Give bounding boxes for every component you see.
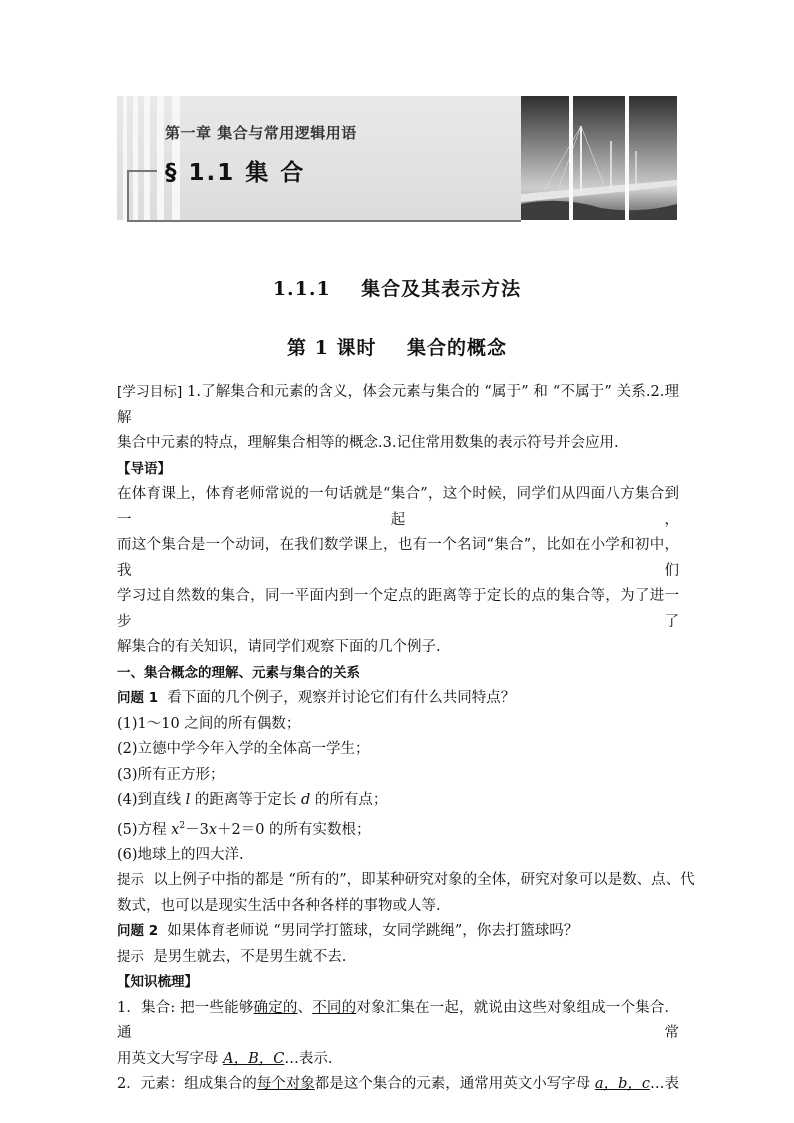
knowledge-label: 【知识梳理】 xyxy=(117,974,198,991)
hint-label: 提示 xyxy=(117,872,144,889)
item-text: …表示. xyxy=(284,1050,333,1067)
example-item: (2)立德中学今年入学的全体高一学生； xyxy=(117,741,370,757)
underlined-term: A，B，C xyxy=(223,1050,285,1067)
bridge-illustration xyxy=(521,96,677,220)
math-var: d xyxy=(301,792,311,808)
frame-line xyxy=(127,170,129,220)
photo-divider xyxy=(625,96,629,220)
hint-2 xyxy=(117,945,679,971)
goals-line xyxy=(117,380,679,431)
bridge-photo xyxy=(521,96,677,220)
subsection-title: 1.1.1 集合及其表示方法 xyxy=(272,278,522,300)
hint-text: 是男生就去，不是男生就不去. xyxy=(144,948,347,965)
math-var: l xyxy=(185,792,191,808)
item-text: 的距离等于定长 xyxy=(190,792,302,808)
hint-label: 提示 xyxy=(117,948,144,965)
intro-label: 【导语】 xyxy=(117,460,171,477)
item-text: (4)到直线 xyxy=(117,792,186,808)
underlined-term: 确定的 xyxy=(253,999,298,1016)
hint-text: 以上例子中指的都是 “所有的”，即某种研究对象的全体，研究对象可以是数、点、代 xyxy=(144,872,695,889)
math-var: x xyxy=(171,821,180,838)
underlined-term: 不同的 xyxy=(312,999,357,1016)
document-body xyxy=(117,380,695,1098)
lesson-title: 第 1 课时 集合的概念 xyxy=(287,337,507,359)
question-text: 如果体育老师说 “男同学打篮球，女同学跳绳”，你去打篮球吗？ xyxy=(158,923,579,940)
intro-line: 在体育课上，体育老师常说的一句话就是“集合”，这个时候，同学们从四面八方集合到一起， xyxy=(117,486,679,528)
chapter-title: 第一章 集合与常用逻辑用语 xyxy=(165,124,357,142)
item-text: 1．集合: 把一些能够 xyxy=(117,999,254,1016)
section-title: § 1.1 集 合 xyxy=(165,160,306,186)
question-text: 看下面的几个例子，观察并讨论它们有什么共同特点？ xyxy=(158,690,516,706)
example-item xyxy=(117,814,679,843)
item-text: 用英文大写字母 xyxy=(117,1050,224,1067)
math-exponent: 2 xyxy=(179,820,186,831)
question-1 xyxy=(117,686,679,712)
hint-line: 数式，也可以是现实生活中各种各样的事物或人等. xyxy=(117,897,441,914)
example-item xyxy=(117,788,679,814)
question-2 xyxy=(117,919,679,945)
frame-line xyxy=(127,170,157,172)
goals-text: 1.了解集合和元素的含义，体会元素与集合的 “属于” 和 “不属于” 关系.2.理解 xyxy=(117,384,679,426)
item-text: 对象汇集在一起，就说由这些对象组成一个集合．通常 xyxy=(117,999,680,1042)
item-text: 、 xyxy=(297,999,313,1016)
photo-divider xyxy=(569,96,573,220)
item-text: …表 xyxy=(649,1076,679,1093)
item-text: －3 xyxy=(185,821,209,838)
intro-line: 解集合的有关知识，请同学们观察下面的几个例子. xyxy=(117,639,441,655)
knowledge-item-2 xyxy=(117,1072,679,1098)
goals-line: 集合中元素的特点，理解集合相等的概念.3.记住常用数集的表示符号并会应用. xyxy=(117,435,619,451)
item-text: 的所有点； xyxy=(310,792,388,808)
goals-label: [学习目标] xyxy=(117,384,183,400)
intro-line: 学习过自然数的集合，同一平面内到一个定点的距离等于定长的点的集合等，为了进一步了 xyxy=(117,588,679,630)
item-text: 都是这个集合的元素，通常用英文小写字母 xyxy=(314,1076,595,1093)
hint-1 xyxy=(117,868,695,894)
question-label: 问题 1 xyxy=(117,690,159,706)
question-label: 问题 2 xyxy=(117,923,159,940)
item-text: ＋2＝0 的所有实数根； xyxy=(217,821,371,838)
knowledge-item-1 xyxy=(117,996,679,1047)
example-item: (3)所有正方形； xyxy=(117,766,225,783)
knowledge-item-1-cont xyxy=(117,1047,679,1073)
item-text: 2．元素：组成集合的 xyxy=(117,1076,257,1093)
part1-heading: 一、集合概念的理解、元素与集合的关系 xyxy=(117,664,360,681)
frame-line xyxy=(127,220,521,222)
example-item: (6)地球上的四大洋. xyxy=(117,846,244,863)
underlined-term: 每个对象 xyxy=(256,1076,315,1093)
example-item: (1)1～10 之间的所有偶数； xyxy=(117,715,301,732)
intro-line: 而这个集合是一个动词，在我们数学课上，也有一个名词“集合”，比如在小学和初中，我们 xyxy=(117,537,679,579)
underlined-term: a，b，c xyxy=(594,1076,650,1093)
item-text: (5)方程 xyxy=(117,821,172,838)
math-var: x xyxy=(208,821,217,838)
